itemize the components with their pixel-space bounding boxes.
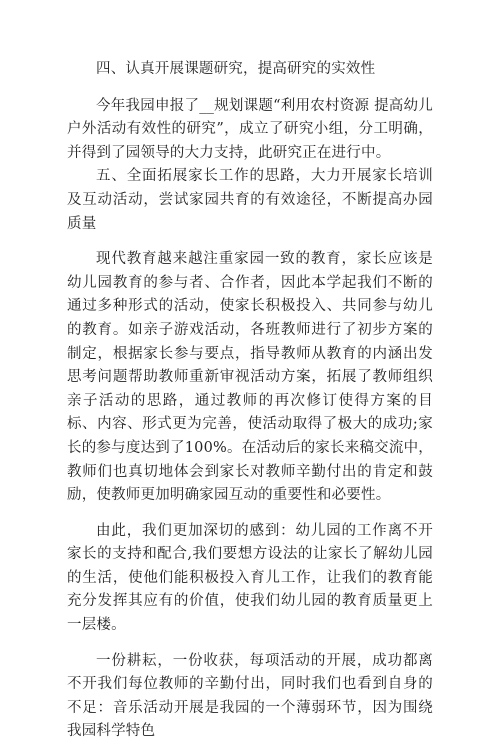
section-heading-five: 五、全面拓展家长工作的思路，大力开展家长培训及互动活动，尝试家园共育的有效途径，不断提高办园质量 — [67, 168, 433, 232]
paragraph-summary: 一份耕耘，一份收获，每项活动的开展，成功都离不开我们每位教师的辛勤付出，同时我们也看到自身的不足：音乐活动开展是我园的一个薄弱环节，因为围绕我园科学特色 — [67, 652, 433, 740]
paragraph-reflection: 由此，我们更加深切的感到：幼儿园的工作离不开家长的支持和配合,我们要想方设法的让家长了解幼儿园的生活，使他们能积极投入育儿工作，让我们的教育能充分发挥其应有的价值，使我们幼儿园的教育质量更上一层楼。 — [67, 522, 433, 634]
section-heading-four: 四、认真开展课题研究，提高研究的实效性 — [96, 61, 376, 77]
paragraph-family-education: 现代教育越来越注重家园一致的教育，家长应该是幼儿园教育的参与者、合作者，因此本学起我们不断的通过多种形式的活动，使家长积极投入、共同参与幼儿的教育。如亲子游戏活动，各班教师进行了初步方案的制定，根据家长参与要点，指导教师从教育的内涵出发思考问题帮助教师重新审视活动方案，拓展了教师组织亲子活动的思路，通过教师的再次修订使得方案的目标、内容、形式更为完善，使活动取得了极大的成功;家长的参与度达到了100%。在活动后的家长来稿交流中，教师们也真切地体会到家长对教师辛勤付出的肯定和鼓励，使教师更加明确家园互动的重要性和必要性。 — [67, 251, 433, 504]
document-body — [67, 58, 433, 744]
paragraph-research-project: 今年我园申报了__规划课题“利用农村资源 提高幼儿户外活动有效性的研究”，成立了研究小组，分工明确，并得到了园领导的大力支持，此研究正在进行中。 — [67, 97, 433, 161]
